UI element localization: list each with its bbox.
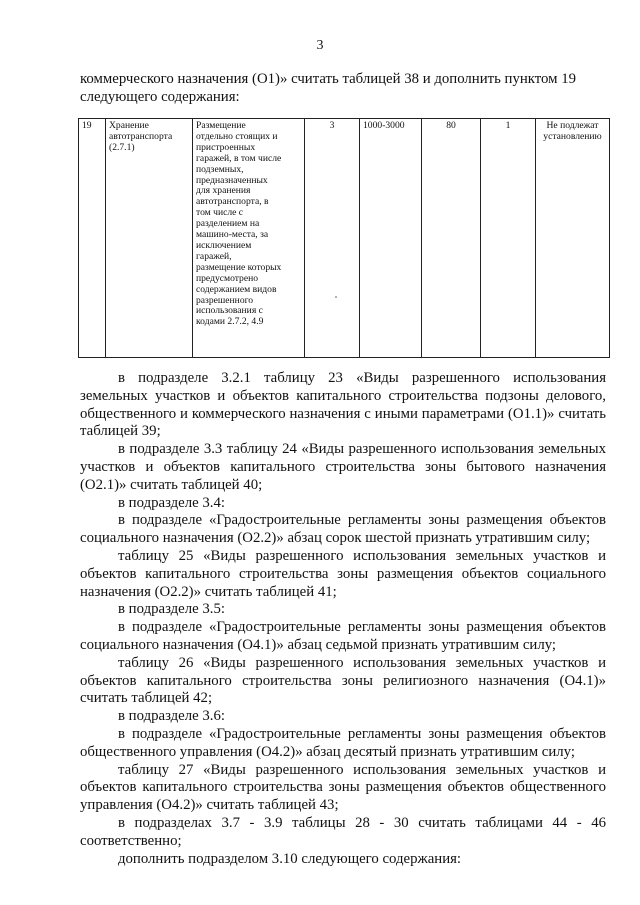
description-line: подземных,	[196, 163, 244, 175]
description-line: кодами 2.7.2, 4.9	[196, 316, 264, 328]
paragraph: в подразделе «Градостроительные регламенты зоны размещения объектов общественного управления (О4.2)» абзац десятый признать утратившим силу;	[80, 725, 606, 760]
paragraph: в подразделе 3.5:	[118, 601, 226, 618]
paragraph: в подразделе 3.6:	[118, 708, 226, 725]
paragraph: таблицу 27 «Виды разрешенного использования земельных участков и объектов капитального строительства зоны размещения объектов общественного управления (О4.2)» считать таблицей 43;	[80, 761, 606, 814]
row-number-cell: 19	[79, 119, 106, 358]
intro-text	[80, 70, 606, 106]
description-line: гаражей,	[196, 250, 232, 262]
paragraph: в подразделе «Градостроительные регламенты зоны размещения объектов социального назначения (О2.2)» абзац сорок шестой признать утратившим силу;	[80, 512, 606, 547]
page-number: 3	[316, 38, 324, 53]
zoning-table	[78, 118, 610, 358]
paragraph: в подразделе 3.2.1 таблицу 23 «Виды разрешенного использования земельных участков и объектов капитального строительства подзоны делового, общественного и коммерческого назначения с иными параметрами (О1.1)» считать таблицей 39;	[80, 370, 606, 440]
description-line: том числе с	[196, 207, 244, 219]
paragraph: таблицу 25 «Виды разрешенного использования земельных участков и объектов капитального строительства зоны размещения объектов социального назначения (О2.2)» считать таблицей 41;	[80, 547, 606, 600]
description-cell	[193, 119, 305, 358]
description-line: предназначенных	[196, 174, 268, 186]
description-line: машино-места, за	[196, 229, 269, 241]
note-cell: Не подлежат установлению	[536, 119, 610, 358]
paragraph: в подразделах 3.7 - 3.9 таблицы 28 - 30 считать таблицами 44 - 46 соответственно;	[80, 814, 606, 849]
body-text	[80, 370, 606, 868]
description-line: исключением	[196, 239, 252, 251]
description-line: содержанием видов	[196, 283, 277, 295]
paragraph: в подразделе 3.3 таблицу 24 «Виды разрешенного использования земельных участков и объектов капитального строительства зоны бытового назначения (О2.1)» считать таблицей 40;	[80, 441, 606, 493]
value-cell-4: 1	[481, 119, 536, 358]
paragraph: в подразделе 3.4:	[118, 494, 226, 511]
paragraph: в подразделе «Градостроительные регламенты зоны размещения объектов социального назначения (О4.1)» абзац седьмой признать утратившим силу;	[80, 619, 606, 653]
description-line: для хранения	[196, 185, 251, 197]
description-line: размещение которых	[196, 261, 282, 273]
value-cell-1: 3	[305, 119, 360, 358]
paragraph: дополнить подразделом 3.10 следующего содержания:	[118, 850, 462, 867]
description-line: предусмотрено	[196, 272, 259, 284]
description-line: автотранспорта, в	[196, 196, 269, 208]
description-line: пристроенных	[196, 141, 256, 153]
value-cell-3: 80	[422, 119, 481, 358]
intro-line: коммерческого назначения (О1)» считать таблицей 38 и дополнить пунктом 19	[80, 71, 577, 87]
scan-artifact	[335, 296, 337, 298]
description-line: Размещение	[196, 120, 246, 131]
description-line: разрешенного	[196, 294, 254, 306]
table-row	[79, 119, 610, 358]
description-line: разделением на	[196, 218, 260, 230]
paragraph: таблицу 26 «Виды разрешенного использования земельных участков и объектов капитального строительства зоны религиозного назначения (О4.1)» считать таблицей 42;	[80, 654, 606, 707]
intro-line: следующего содержания:	[80, 89, 240, 105]
description-line: гаражей, в том числе	[196, 152, 282, 164]
value-cell-2: 1000-3000	[360, 119, 422, 358]
use-name-cell: Хранение автотранспорта (2.7.1)	[106, 119, 193, 358]
description-line: использования с	[196, 305, 263, 317]
description-line: отдельно стоящих и	[196, 130, 278, 142]
